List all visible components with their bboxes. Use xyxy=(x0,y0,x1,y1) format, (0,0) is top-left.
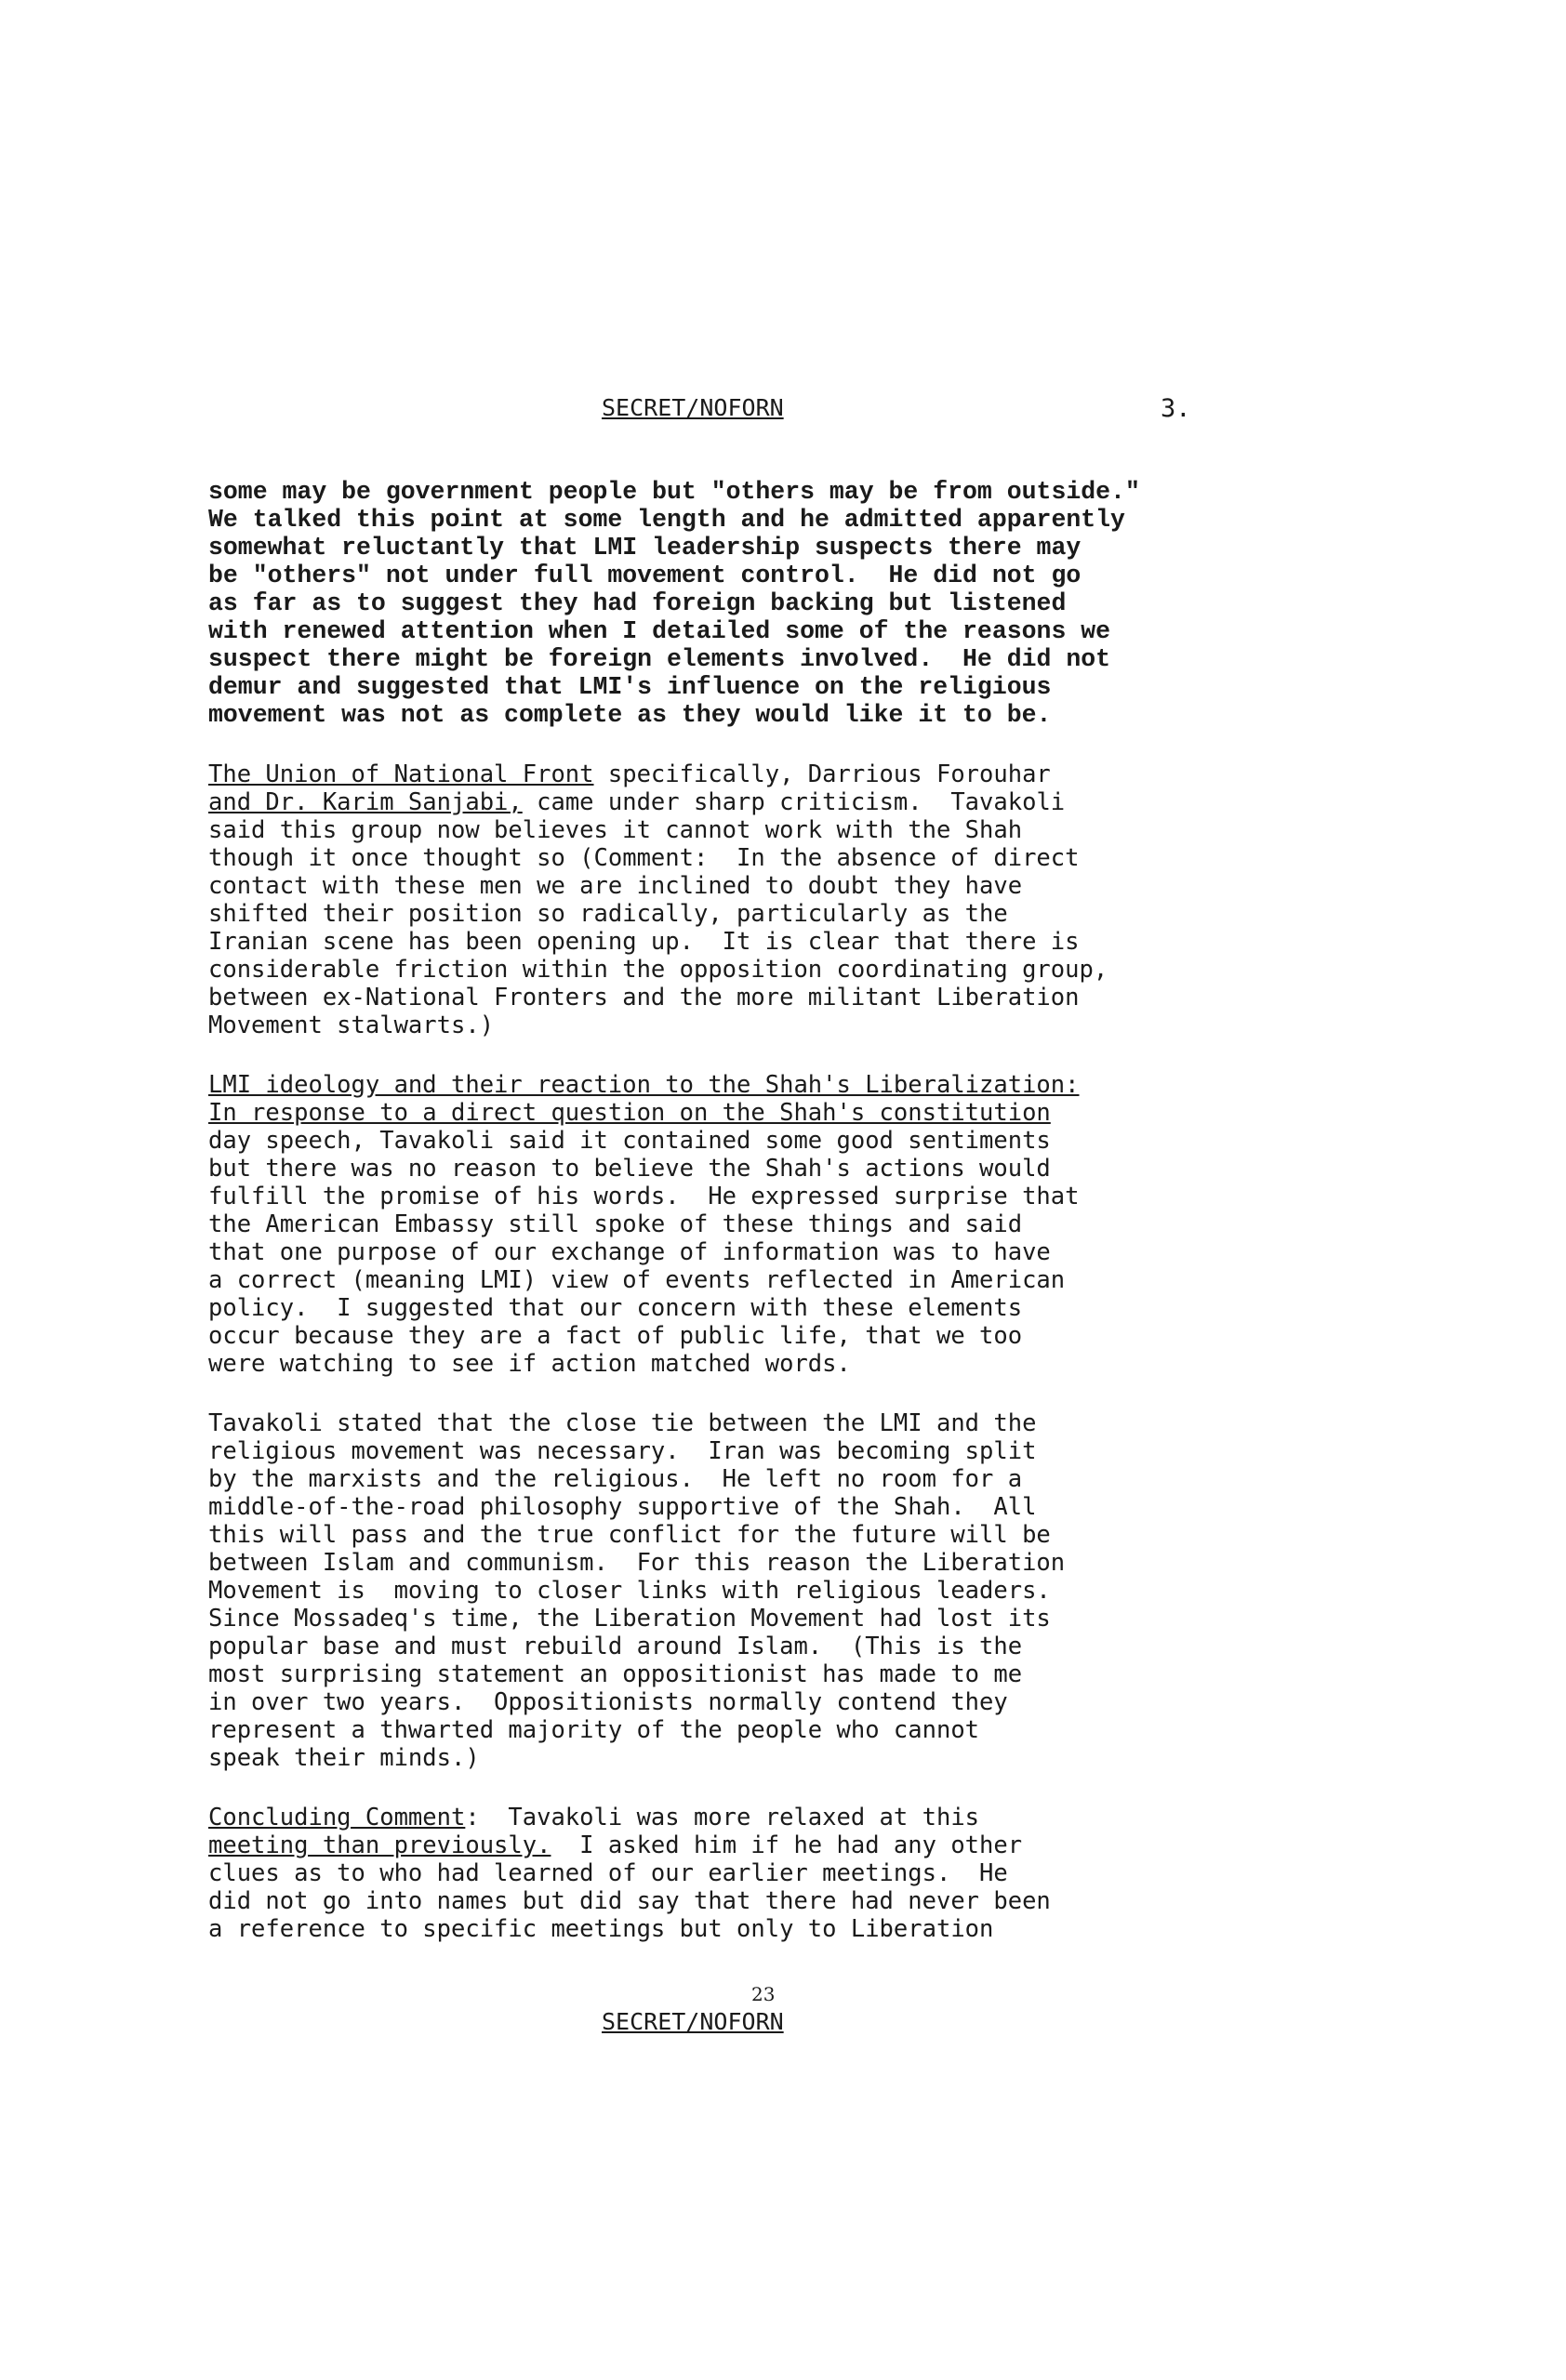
section-heading-cont: and Dr. Karim Sanjabi, xyxy=(208,788,523,816)
header-classification: SECRET/NOFORN xyxy=(602,394,784,421)
footer-page-number: 23 xyxy=(751,1983,776,2005)
text-line: most surprising statement an oppositionist has made to me xyxy=(208,1660,1023,1688)
text-line: suspect there might be foreign elements involved. He did not xyxy=(208,645,1111,673)
text-line: popular base and must rebuild around Islam. (This is the xyxy=(208,1633,1023,1660)
text-line: by the marxists and the religious. He left no room for a xyxy=(208,1465,1023,1493)
text-line: be "others" not under full movement control. He did not go xyxy=(208,562,1082,589)
text-line xyxy=(208,1804,1361,1831)
text-line: day speech, Tavakoli said it contained some good sentiments xyxy=(208,1127,1051,1155)
text-line: the American Embassy still spoke of these things and said xyxy=(208,1210,1023,1238)
text-line: as far as to suggest they had foreign backing but listened xyxy=(208,589,1067,617)
text-line: We talked this point at some length and he admitted apparently xyxy=(208,506,1125,534)
paragraph-5 xyxy=(208,1804,1361,1943)
section-heading: The Union of National Front xyxy=(208,760,594,788)
paragraph-4 xyxy=(208,1409,1361,1772)
paragraph-2 xyxy=(208,760,1361,1039)
text-line xyxy=(208,760,1361,788)
text-line: middle-of-the-road philosophy supportive of the Shah. All xyxy=(208,1493,1037,1521)
text-line: religious movement was necessary. Iran was becoming split xyxy=(208,1437,1037,1465)
text-line: Iranian scene has been opening up. It is clear that there is xyxy=(208,928,1080,956)
text-fragment: I asked him if he had any other xyxy=(551,1831,1023,1859)
paragraph-3 xyxy=(208,1071,1361,1378)
section-heading-cont: meeting than previously. xyxy=(208,1831,551,1859)
text-line: shifted their position so radically, particularly as the xyxy=(208,900,1008,928)
text-line: but there was no reason to believe the Shah's actions would xyxy=(208,1155,1051,1183)
text-fragment: came under sharp criticism. Tavakoli xyxy=(522,788,1066,816)
text-line xyxy=(208,788,1361,816)
paragraph-1 xyxy=(208,478,1361,729)
text-line: speak their minds.) xyxy=(208,1744,480,1772)
header-page-number: 3. xyxy=(1161,394,1191,423)
section-heading-cont: In response to a direct question on the Shah's constitution xyxy=(208,1099,1051,1127)
text-line: occur because they are a fact of public life, that we too xyxy=(208,1322,1023,1350)
text-line: contact with these men we are inclined to doubt they have xyxy=(208,872,1023,900)
text-line: were watching to see if action matched words. xyxy=(208,1350,851,1378)
text-line: clues as to who had learned of our earlier meetings. He xyxy=(208,1859,1008,1887)
section-heading: LMI ideology and their reaction to the Shah's Liberalization: xyxy=(208,1071,1080,1099)
section-heading: Concluding Comment xyxy=(208,1804,466,1831)
footer-classification: SECRET/NOFORN xyxy=(602,2008,784,2035)
text-line: represent a thwarted majority of the people who cannot xyxy=(208,1716,980,1744)
text-line: some may be government people but "others may be from outside." xyxy=(208,478,1140,506)
text-line: Tavakoli stated that the close tie between the LMI and the xyxy=(208,1409,1037,1437)
text-line: demur and suggested that LMI's influence on the religious xyxy=(208,673,1052,701)
text-line: considerable friction within the opposition coordinating group, xyxy=(208,956,1108,984)
text-line xyxy=(208,1831,1361,1859)
text-line: a correct (meaning LMI) view of events reflected in American xyxy=(208,1266,1066,1294)
text-line: Movement stalwarts.) xyxy=(208,1012,495,1039)
text-line: movement was not as complete as they would like it to be. xyxy=(208,701,1052,729)
text-line: a reference to specific meetings but only to Liberation xyxy=(208,1915,994,1943)
text-line: between Islam and communism. For this reason the Liberation xyxy=(208,1549,1066,1577)
text-line: Movement is moving to closer links with religious leaders. xyxy=(208,1577,1051,1605)
text-fragment: : Tavakoli was more relaxed at this xyxy=(465,1804,980,1831)
text-fragment: specifically, Darrious Forouhar xyxy=(593,760,1051,788)
text-line: did not go into names but did say that there had never been xyxy=(208,1887,1051,1915)
document-body xyxy=(208,478,1361,1975)
text-line: fulfill the promise of his words. He expressed surprise that xyxy=(208,1183,1080,1210)
text-line: with renewed attention when I detailed some of the reasons we xyxy=(208,617,1111,645)
text-line: Since Mossadeq's time, the Liberation Movement had lost its xyxy=(208,1605,1051,1633)
text-line: somewhat reluctantly that LMI leadership suspects there may xyxy=(208,534,1082,562)
text-line: policy. I suggested that our concern with these elements xyxy=(208,1294,1023,1322)
text-line: between ex-National Fronters and the more militant Liberation xyxy=(208,984,1080,1012)
text-line: in over two years. Oppositionists normally contend they xyxy=(208,1688,1008,1716)
text-line: though it once thought so (Comment: In the absence of direct xyxy=(208,844,1080,872)
text-line: that one purpose of our exchange of information was to have xyxy=(208,1238,1051,1266)
text-line: said this group now believes it cannot work with the Shah xyxy=(208,816,1023,844)
text-line: this will pass and the true conflict for the future will be xyxy=(208,1521,1051,1549)
